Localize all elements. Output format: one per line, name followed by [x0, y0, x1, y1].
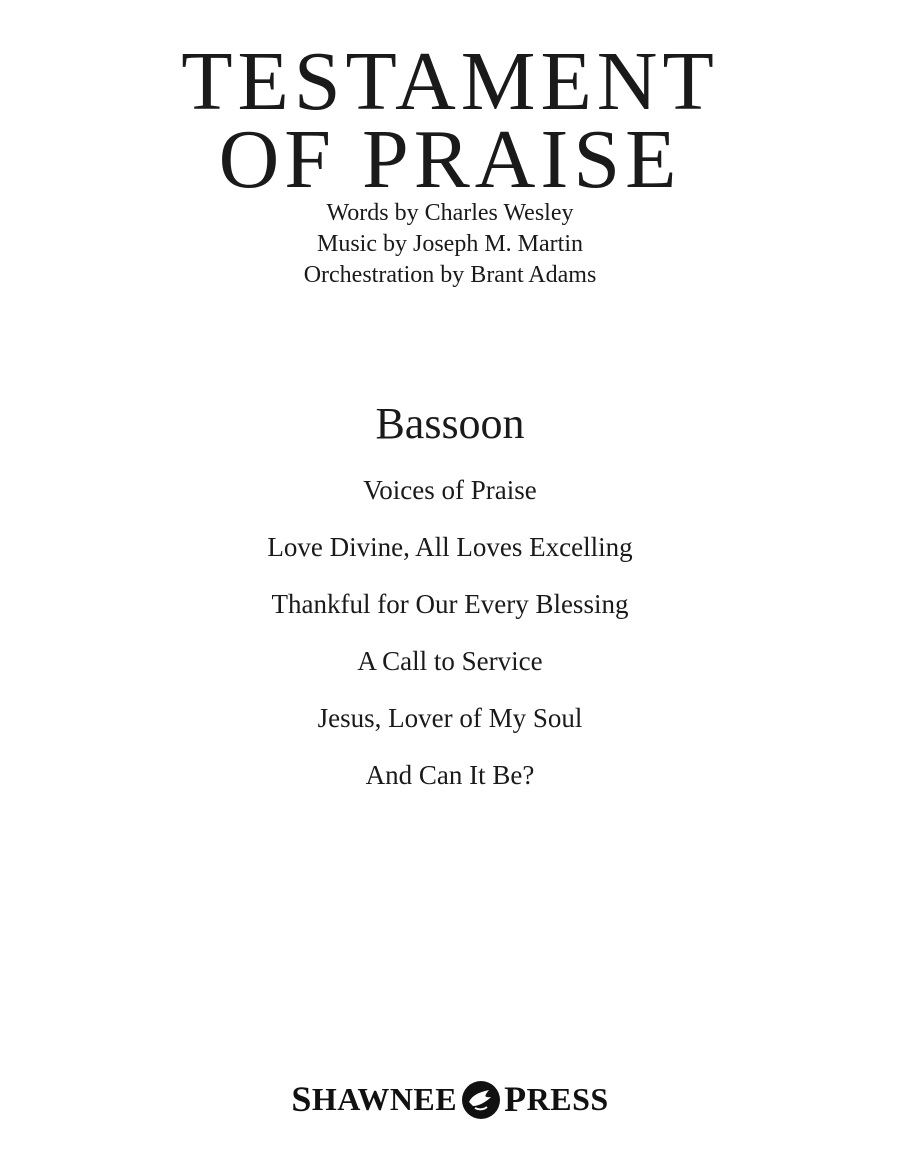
title-line-2: OF PRAISE [218, 113, 682, 206]
song-title: And Can It Be? [365, 760, 535, 790]
song-title: A Call to Service [357, 646, 543, 676]
publisher-logo-initial: S [291, 1079, 312, 1119]
publisher-logo-initial: P [504, 1079, 527, 1119]
song-title: Jesus, Lover of My Soul [317, 703, 583, 733]
credit-words: Words by Charles Wesley [326, 200, 574, 226]
credit-orchestration: Orchestration by Brant Adams [303, 262, 597, 288]
title-line-1: TESTAMENT [181, 35, 719, 128]
song-title: Love Divine, All Loves Excelling [267, 532, 633, 562]
publisher-logo-text: RESS [526, 1080, 609, 1117]
publisher-logo-text: HAWNEE [311, 1080, 458, 1117]
credit-music: Music by Joseph M. Martin [317, 231, 583, 257]
instrument-name: Bassoon [375, 399, 525, 448]
song-title: Voices of Praise [363, 475, 537, 505]
song-title: Thankful for Our Every Blessing [271, 589, 629, 619]
dove-emblem-icon [461, 1080, 501, 1120]
publisher-logo [0, 1078, 900, 1120]
